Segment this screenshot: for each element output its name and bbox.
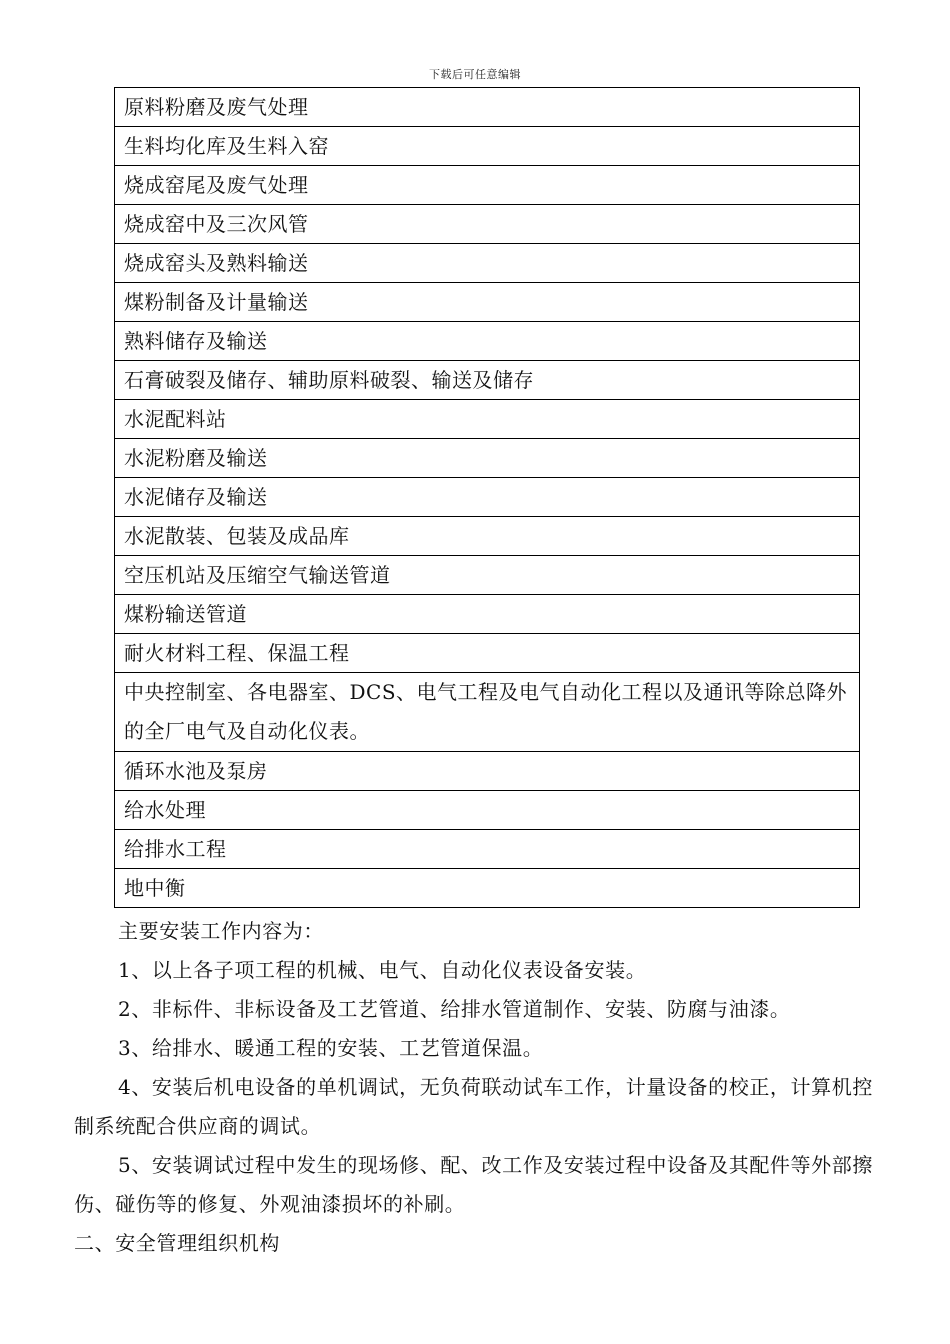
point-3: 3、给排水、暖通工程的安装、工艺管道保温。 <box>118 1036 544 1060</box>
table-cell: 空压机站及压缩空气输送管道 <box>115 556 860 595</box>
table-row <box>115 595 860 634</box>
table-row <box>115 556 860 595</box>
table-row <box>115 673 860 752</box>
table-row <box>115 830 860 869</box>
table-row <box>115 439 860 478</box>
point-4: 4、安装后机电设备的单机调试，无负荷联动试车工作，计量设备的校正，计算机控制系统配合供应商的调试。 <box>74 1075 873 1138</box>
point-5: 5、安装调试过程中发生的现场修、配、改工作及安装过程中设备及其配件等外部擦伤、碰伤等的修复、外观油漆损坏的补刷。 <box>74 1153 873 1216</box>
table-row <box>115 517 860 556</box>
table-cell: 原料粉磨及废气处理 <box>115 88 860 127</box>
table-cell: 中央控制室、各电器室、DCS、电气工程及电气自动化工程以及通讯等除总降外的全厂电气及自动化仪表。 <box>115 673 860 752</box>
body-content <box>74 912 880 1263</box>
table-row <box>115 127 860 166</box>
table-row <box>115 791 860 830</box>
table-row <box>115 478 860 517</box>
table-row <box>115 400 860 439</box>
sub-project-table <box>114 87 860 908</box>
table-cell: 循环水池及泵房 <box>115 752 860 791</box>
table-row <box>115 283 860 322</box>
table-row <box>115 244 860 283</box>
table-cell: 煤粉制备及计量输送 <box>115 283 860 322</box>
table-row <box>115 88 860 127</box>
table-cell: 熟料储存及输送 <box>115 322 860 361</box>
table-cell: 烧成窑尾及废气处理 <box>115 166 860 205</box>
intro-paragraph: 主要安装工作内容为： <box>118 919 324 943</box>
table-cell: 水泥散装、包装及成品库 <box>115 517 860 556</box>
header-note: 下载后可任意编辑 <box>429 68 521 81</box>
table-cell: 水泥配料站 <box>115 400 860 439</box>
table-row <box>115 322 860 361</box>
table-cell: 烧成窑中及三次风管 <box>115 205 860 244</box>
table-row <box>115 205 860 244</box>
table-cell: 给水处理 <box>115 791 860 830</box>
section-heading: 二、安全管理组织机构 <box>74 1231 280 1255</box>
table-row <box>115 361 860 400</box>
table-cell: 耐火材料工程、保温工程 <box>115 634 860 673</box>
table-row <box>115 166 860 205</box>
point-2: 2、非标件、非标设备及工艺管道、给排水管道制作、安装、防腐与油漆。 <box>118 997 791 1021</box>
table-cell: 生料均化库及生料入窑 <box>115 127 860 166</box>
table-cell: 煤粉输送管道 <box>115 595 860 634</box>
table-cell: 地中衡 <box>115 869 860 908</box>
table-cell: 烧成窑头及熟料输送 <box>115 244 860 283</box>
table-cell: 给排水工程 <box>115 830 860 869</box>
table-row <box>115 869 860 908</box>
table-cell: 水泥粉磨及输送 <box>115 439 860 478</box>
table-cell: 石膏破裂及储存、辅助原料破裂、输送及储存 <box>115 361 860 400</box>
table-cell: 水泥储存及输送 <box>115 478 860 517</box>
table-row <box>115 634 860 673</box>
point-1: 1、以上各子项工程的机械、电气、自动化仪表设备安装。 <box>118 958 647 982</box>
table-row <box>115 752 860 791</box>
